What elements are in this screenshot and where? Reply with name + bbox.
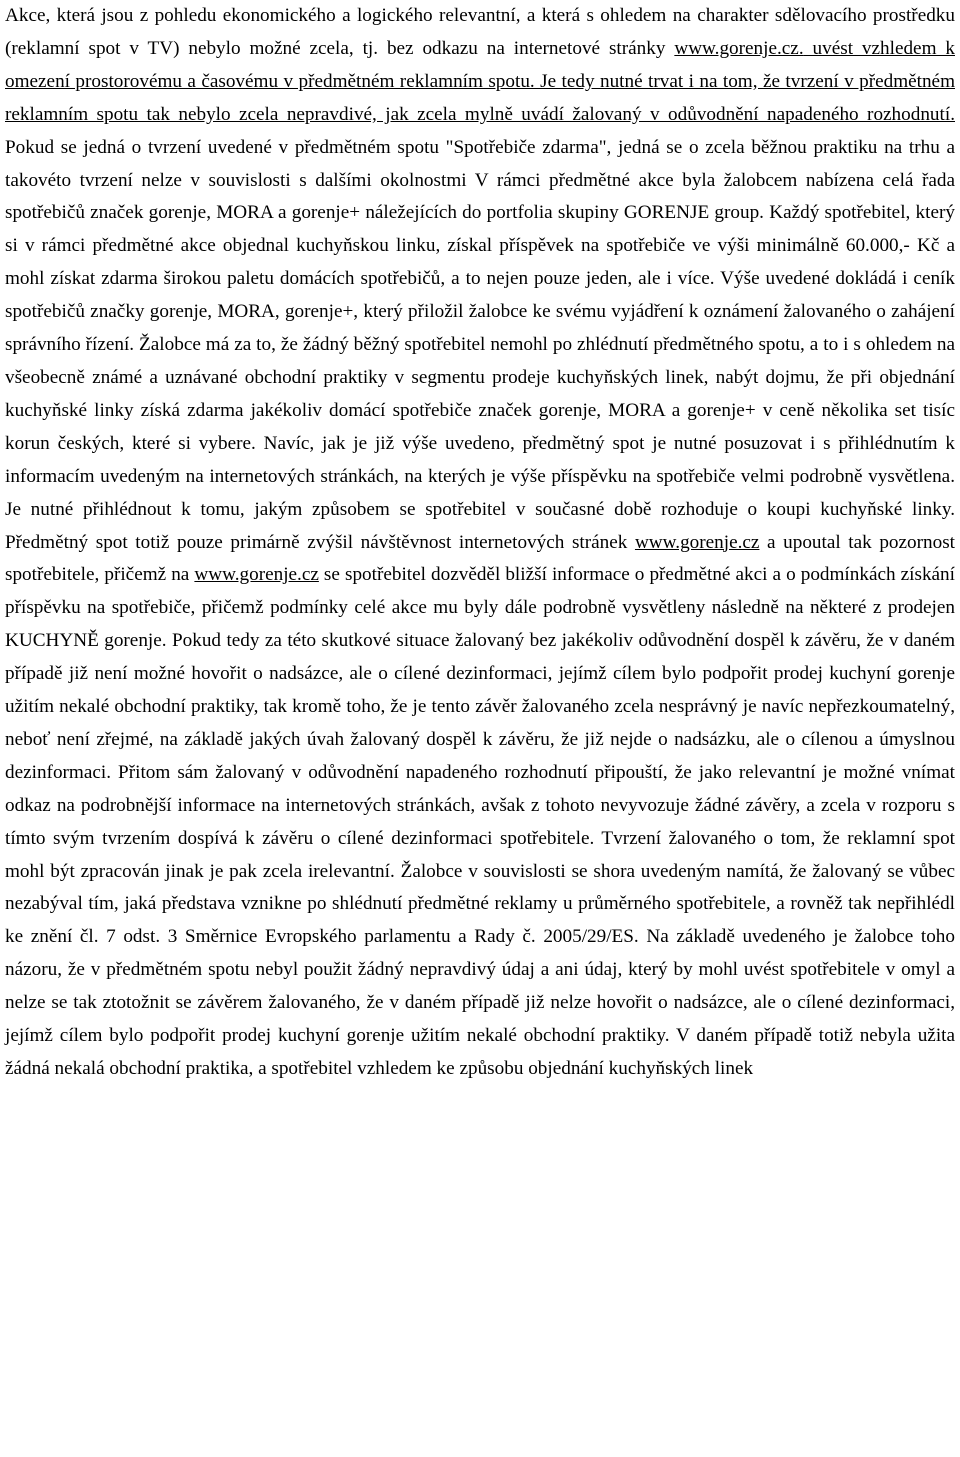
- text-segment-5: se spotřebitel dozvěděl bližší informace o předmětné akci a o podmínkách získání příspěvku na spotřebiče, přičemž podmínky celé akce mu byly dále podrobně vysvětleny následně na některé z prodejen KUCHYNĚ gorenje. Pokud tedy za této skutkové situace žalovaný bez jakékoliv odůvodnění dospěl k závěru, že v daném případě již není možné hovořit o nadsázce, ale o cílené dezinformaci, jejímž cílem bylo podpořit prodej kuchyní gorenje užitím nekalé obchodní praktiky, tak kromě toho, že je tento závěr žalovaného zcela nesprávný je navíc nepřezkoumatelný, neboť není zřejmé, na základě jakých úvah žalovaný dospěl k závěru, že již nejde o nadsázku, ale o cílenou a úmyslnou dezinformaci. Přitom sám žalovaný v odůvodnění napadeného rozhodnutí připouští, že jako relevantní je možné vnímat odkaz na podrobnější informace na internetových stránkách, avšak z tohoto nevyvozuje žádné závěry, a zcela v rozporu s tímto svým tvrzením dospívá k závěru o cílené dezinformaci spotřebitele. Tvrzení žalovaného o tom, že reklamní spot mohl být zpracován jinak je pak zcela irelevantní. Žalobce v souvislosti se shora uvedeným namítá, že žalovaný se vůbec nezabýval tím, jaká představa vznikne po shlédnutí předmětné reklamy u průměrného spotřebitele, a rovněž tak nepřihlédl ke znění čl. 7 odst. 3 Směrnice Evropského parlamentu a Rady č. 2005/29/ES. Na základě uvedeného je žalobce toho názoru, že v předmětném spotu nebyl použit žádný nepravdivý údaj a ani údaj, který by mohl uvést spotřebitele v omyl a nelze se tak ztotožnit se závěrem žalovaného, že v daném případě již nelze hovořit o nadsázce, ale o cílené dezinformaci, jejímž cílem bylo podpořit prodej kuchyní gorenje užitím nekalé obchodní praktiky. V daném případě totiž nebyla užita žádná nekalá obchodní praktika, a spotřebitel vzhledem ke způsobu objednání kuchyňských linek: [5, 564, 955, 1079]
- text-segment-1: Akce, která jsou z pohledu ekonomického a logického relevantní, a která s ohledem na charakter sdělovacího prostředku (reklamní spot v TV) nebylo možné zcela, tj. bez odkazu na internetové stránky: [5, 5, 955, 59]
- body-paragraph: [5, 0, 955, 1086]
- gorenje-link-3[interactable]: www.gorenje.cz: [194, 564, 319, 586]
- text-segment-3: Pokud se jedná o tvrzení uvedené v předmětném spotu "Spotřebiče zdarma", jedná se o zcela běžnou praktiku na trhu a takovéto tvrzení nelze v souvislosti s dalšími okolnostmi V rámci předmětné akce byla žalobcem nabízena celá řada spotřebičů značek gorenje, MORA a gorenje+ náležejících do portfolia skupiny GORENJE group. Každý spotřebitel, který si v rámci předmětné akce objednal kuchyňskou linku, získal příspěvek na spotřebiče ve výši minimálně 60.000,- Kč a mohl získat zdarma širokou paletu domácích spotřebičů, a to nejen pouze jeden, ale i více. Výše uvedené dokládá i ceník spotřebičů značky gorenje, MORA, gorenje+, který přiložil žalobce ke svému vyjádření k oznámení žalovaného o zahájení správního řízení. Žalobce má za to, že žádný běžný spotřebitel nemohl po zhlédnutí předmětného spotu, a to i s ohledem na všeobecně známé a uznávané obchodní praktiky v segmentu prodeje kuchyňských linek, nabýt dojmu, že při objednání kuchyňské linky získá zdarma jakékoliv domácí spotřebiče značek gorenje, MORA a gorenje+ v ceně několika set tisíc korun českých, které si vybere. Navíc, jak je již výše uvedeno, předmětný spot je nutné posuzovat i s přihlédnutím k informacím uvedeným na internetových stránkách, na kterých je výše příspěvku na spotřebiče velmi podrobně vysvětlena. Je nutné přihlédnout k tomu, jakým způsobem se spotřebitel v současné době rozhoduje o koupi kuchyňské linky. Předmětný spot totiž pouze primárně zvýšil návštěvnost internetových stránek: [5, 136, 955, 553]
- gorenje-link-1[interactable]: www.gorenje.cz.: [674, 37, 804, 59]
- gorenje-link-2[interactable]: www.gorenje.cz: [634, 531, 760, 553]
- text-segment-4: a upoutal tak pozornost spotřebitele, přičemž na: [5, 531, 955, 586]
- underlined-segment: uvést vzhledem k omezení prostorovému a časovému v předmětném reklamním spotu. Je tedy nutné trvat i na tom, že tvrzení v předmětném reklamním spotu tak nebylo zcela nepravdivé, jak zcela mylně uvádí žalovaný v odůvodnění napadeného rozhodnutí.: [5, 37, 955, 125]
